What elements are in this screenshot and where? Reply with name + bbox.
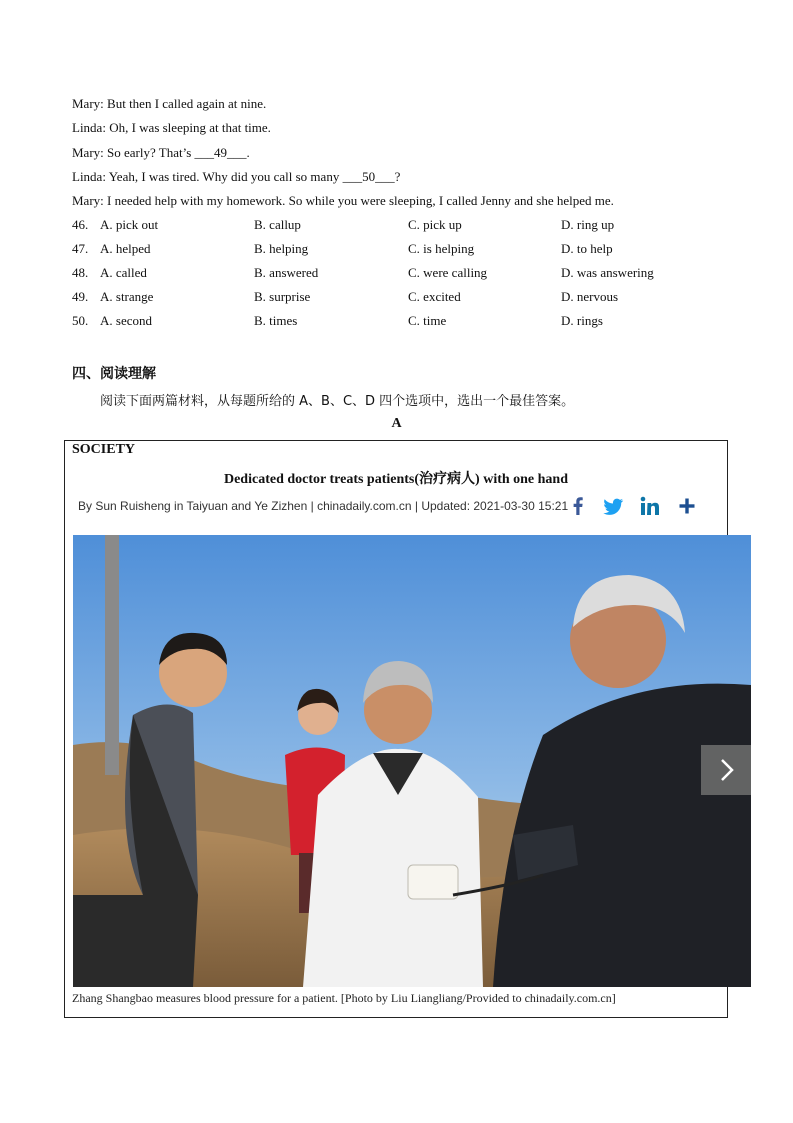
option-a: A. pick out (100, 217, 159, 232)
option-a: A. called (100, 265, 147, 280)
article-category: SOCIETY (72, 442, 136, 457)
question-row (72, 217, 712, 233)
option-d: D. rings (561, 313, 603, 328)
option-c: C. time (408, 313, 447, 328)
twitter-icon[interactable] (601, 494, 625, 518)
option-d: D. nervous (561, 289, 619, 304)
dialogue-text: Yeah, I was tired. Why did you call so many ___50___? (108, 169, 401, 184)
option-d: D. was answering (561, 265, 654, 280)
question-number: 46. (72, 217, 89, 232)
chevron-right-icon (701, 745, 751, 795)
article-byline: By Sun Ruisheng in Taiyuan and Ye Zizhen | chinadaily.com.cn | Updated: 2021-03-30 15:21 (78, 499, 569, 513)
question-row (72, 289, 712, 305)
option-a: A. second (100, 313, 152, 328)
speaker: Linda: (72, 120, 106, 135)
section-instruction: 阅读下面两篇材料，从每题所给的 A、B、C、D 四个选项中，选出一个最佳答案。 (100, 394, 575, 409)
dialogue-line (72, 120, 271, 136)
passage-label: A (391, 416, 402, 431)
option-d: D. ring up (561, 217, 615, 232)
question-row (72, 313, 712, 329)
speaker: Mary: (72, 96, 104, 111)
question-row (72, 265, 712, 281)
photo-caption: Zhang Shangbao measures blood pressure for a patient. [Photo by Liu Liangliang/Provided to chinadaily.com.cn] (72, 991, 616, 1005)
option-b: B. answered (254, 265, 319, 280)
question-number: 50. (72, 313, 89, 328)
article-photo (73, 535, 751, 987)
dialogue-line (72, 169, 400, 185)
dialogue-line (72, 96, 266, 112)
dialogue-text: I needed help with my homework. So while you were sleeping, I called Jenny and she helped me. (107, 193, 614, 208)
option-c: C. is helping (408, 241, 475, 256)
option-b: B. callup (254, 217, 301, 232)
option-d: D. to help (561, 241, 613, 256)
option-a: A. helped (100, 241, 151, 256)
question-number: 47. (72, 241, 89, 256)
option-b: B. times (254, 313, 298, 328)
dialogue-text: Oh, I was sleeping at that time. (109, 120, 271, 135)
photo-illustration (73, 535, 751, 987)
next-slide-button[interactable] (701, 745, 751, 795)
option-c: C. were calling (408, 265, 488, 280)
speaker: Mary: (72, 193, 104, 208)
dialogue-text: But then I called again at nine. (107, 96, 267, 111)
question-row (72, 241, 712, 257)
option-b: B. surprise (254, 289, 311, 304)
option-c: C. excited (408, 289, 461, 304)
dialogue-line (72, 145, 250, 161)
section-title: 四、阅读理解 (72, 366, 156, 382)
facebook-icon[interactable] (566, 494, 590, 518)
option-c: C. pick up (408, 217, 462, 232)
question-number: 49. (72, 289, 89, 304)
option-a: A. strange (100, 289, 154, 304)
question-number: 48. (72, 265, 89, 280)
dialogue-text: So early? That’s ___49___. (107, 145, 250, 160)
speaker: Mary: (72, 145, 104, 160)
speaker: Linda: (72, 169, 106, 184)
article-headline: Dedicated doctor treats patients(治疗病人) with one hand (223, 472, 569, 487)
linkedin-icon[interactable] (638, 494, 662, 518)
option-b: B. helping (254, 241, 309, 256)
plus-icon[interactable] (675, 494, 699, 518)
dialogue-line (72, 193, 614, 209)
